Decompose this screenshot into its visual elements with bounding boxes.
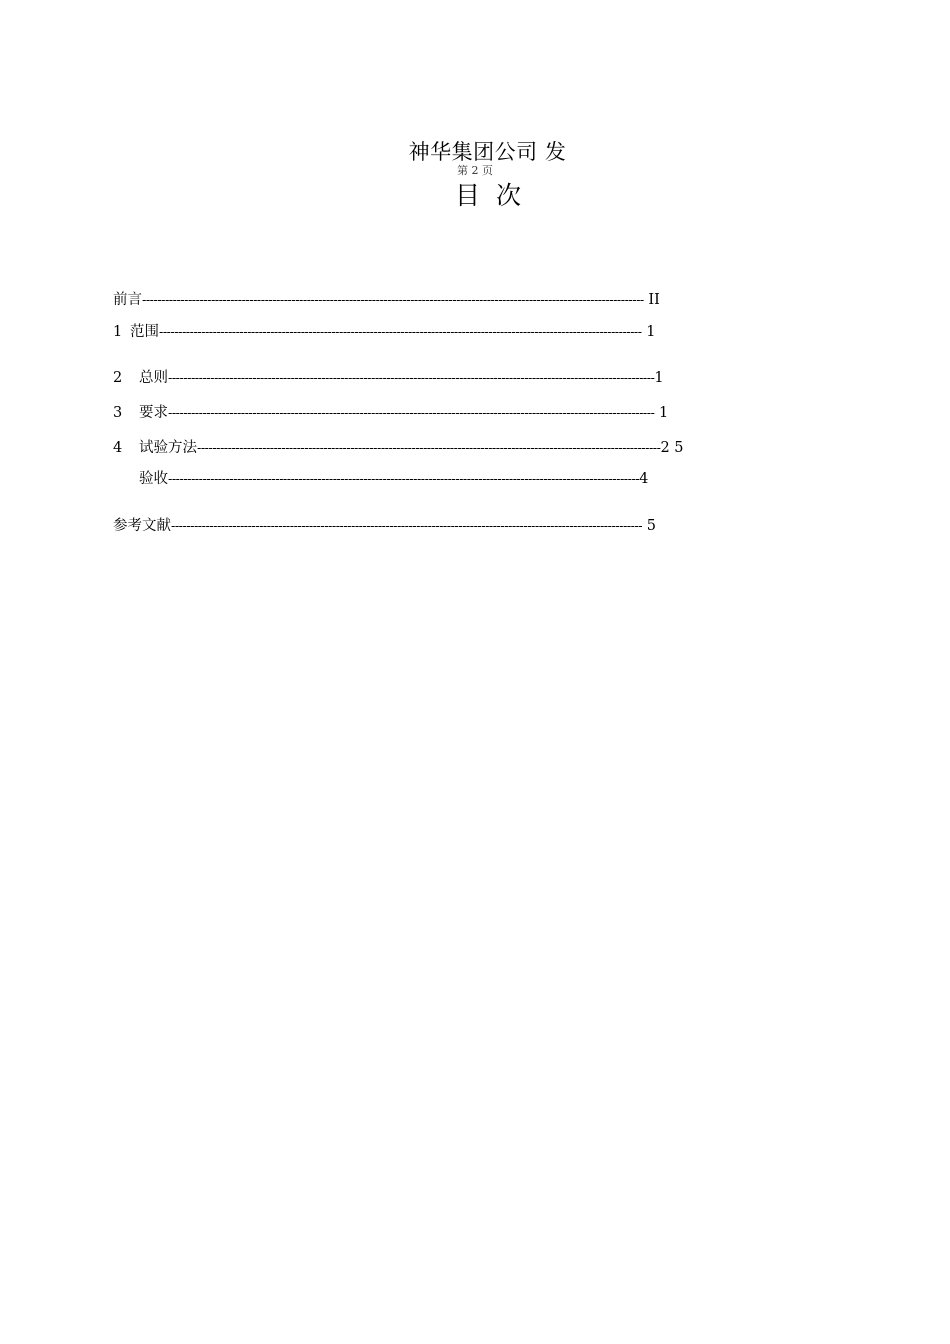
toc-page-number: 2 5 bbox=[660, 440, 684, 456]
toc-page-number: 4 bbox=[639, 471, 649, 487]
toc-entry-number: 1 bbox=[113, 324, 123, 340]
toc-entry-label: 范围 bbox=[130, 324, 159, 340]
toc-entry-preface[interactable] bbox=[113, 289, 843, 311]
toc-page-number: 5 bbox=[642, 518, 656, 534]
toc-entry-acceptance[interactable] bbox=[139, 468, 838, 490]
toc-page-number: 1 bbox=[641, 324, 656, 340]
toc-entry-label: 前言 bbox=[113, 292, 142, 308]
toc-title: 目 次 bbox=[455, 181, 521, 210]
toc-leader: --------------------------------------------------------------------------------------------------------------------------- bbox=[171, 519, 643, 533]
toc-leader: --------------------------------------------------------------------------------------------------------------------------- bbox=[168, 472, 640, 486]
toc-leader: ----------------------------------------------------------------------------------------------------------------------------------- bbox=[142, 293, 644, 307]
toc-page-number: 1 bbox=[654, 370, 664, 386]
toc-entry-number: 2 bbox=[113, 370, 123, 386]
toc-entry-general[interactable] bbox=[113, 367, 838, 389]
toc-leader: ------------------------------------------------------------------------------------------------------------------------------ bbox=[159, 325, 642, 339]
header-issuer: 神华集团公司 发 bbox=[408, 140, 567, 164]
toc-entry-number: 3 bbox=[113, 405, 123, 421]
toc-entry-label: 验收 bbox=[139, 471, 168, 487]
page-number: 第 2 页 bbox=[457, 164, 493, 177]
toc-entry-test-methods[interactable] bbox=[113, 437, 850, 459]
toc-entry-label: 要求 bbox=[139, 405, 168, 421]
toc-entry-label: 试验方法 bbox=[139, 440, 197, 456]
toc-entry-label: 总则 bbox=[139, 370, 168, 386]
toc-leader: ------------------------------------------------------------------------------------------------------------------------------- bbox=[168, 371, 655, 385]
toc-leader: ------------------------------------------------------------------------------------------------------------------------- bbox=[197, 441, 661, 455]
toc-entry-references[interactable] bbox=[113, 515, 840, 537]
toc-leader: ------------------------------------------------------------------------------------------------------------------------------- bbox=[168, 406, 655, 420]
toc-page-number: 1 bbox=[654, 405, 669, 421]
toc-entry-scope[interactable] bbox=[113, 321, 833, 343]
toc-page-number: II bbox=[643, 292, 660, 308]
toc-entry-label: 参考文献 bbox=[113, 518, 171, 534]
toc-entry-requirements[interactable] bbox=[113, 402, 838, 424]
toc-entry-number: 4 bbox=[113, 440, 123, 456]
